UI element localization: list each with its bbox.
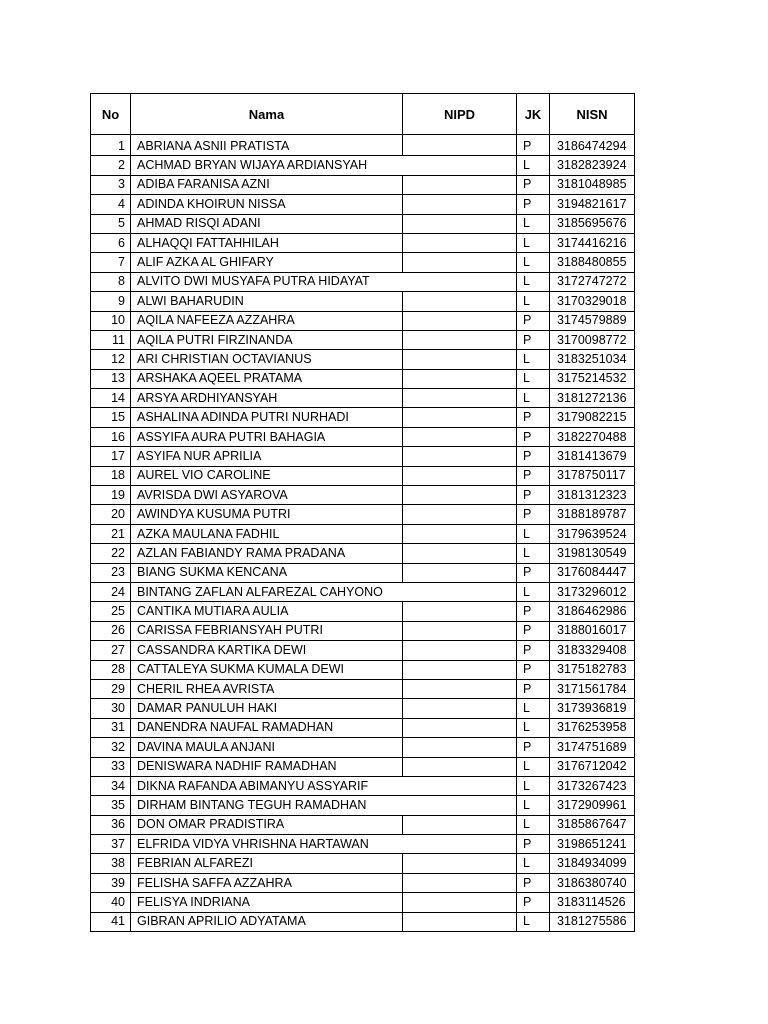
table-header-row — [91, 94, 635, 135]
cell-jk: L — [517, 292, 550, 311]
table-row — [91, 641, 635, 660]
table-row — [91, 272, 635, 291]
cell-nama: AZLAN FABIANDY RAMA PRADANA — [131, 544, 403, 563]
cell-no: 40 — [91, 893, 131, 912]
cell-no: 25 — [91, 602, 131, 621]
cell-nama: ALVITO DWI MUSYAFA PUTRA HIDAYAT — [131, 272, 403, 291]
cell-nipd — [403, 893, 517, 912]
cell-nama: ARI CHRISTIAN OCTAVIANUS — [131, 350, 403, 369]
cell-nisn: 3198130549 — [550, 544, 635, 563]
table-row — [91, 524, 635, 543]
cell-nisn: 3181275586 — [550, 912, 635, 931]
cell-nisn: 3183329408 — [550, 641, 635, 660]
cell-nisn: 3183251034 — [550, 350, 635, 369]
cell-jk: L — [517, 272, 550, 291]
table-row — [91, 135, 635, 156]
cell-nisn: 3172909961 — [550, 796, 635, 815]
cell-nipd — [403, 195, 517, 214]
table-row — [91, 854, 635, 873]
table-row — [91, 815, 635, 834]
cell-jk: P — [517, 486, 550, 505]
cell-nipd — [403, 408, 517, 427]
header-nisn: NISN — [550, 94, 635, 135]
cell-nisn: 3184934099 — [550, 854, 635, 873]
cell-nama: ALIF AZKA AL GHIFARY — [131, 253, 403, 272]
student-table — [90, 93, 635, 932]
table-row — [91, 796, 635, 815]
cell-nipd — [403, 776, 517, 795]
cell-nisn: 3198651241 — [550, 835, 635, 854]
table-row — [91, 486, 635, 505]
cell-no: 34 — [91, 776, 131, 795]
table-row — [91, 776, 635, 795]
table-row — [91, 835, 635, 854]
cell-no: 1 — [91, 135, 131, 156]
table-row — [91, 466, 635, 485]
table-row — [91, 563, 635, 582]
cell-nama: FEBRIAN ALFAREZI — [131, 854, 403, 873]
cell-nama: AQILA PUTRI FIRZINANDA — [131, 330, 403, 349]
cell-jk: L — [517, 699, 550, 718]
cell-nama: ASSYIFA AURA PUTRI BAHAGIA — [131, 427, 403, 446]
cell-nisn: 3181272136 — [550, 389, 635, 408]
cell-nama: AVRISDA DWI ASYAROVA — [131, 486, 403, 505]
cell-nipd — [403, 641, 517, 660]
table-row — [91, 427, 635, 446]
cell-jk: P — [517, 466, 550, 485]
cell-no: 10 — [91, 311, 131, 330]
cell-nipd — [403, 873, 517, 892]
table-row — [91, 195, 635, 214]
table-row — [91, 233, 635, 252]
cell-nama: AQILA NAFEEZA AZZAHRA — [131, 311, 403, 330]
cell-nisn: 3188016017 — [550, 621, 635, 640]
cell-no: 41 — [91, 912, 131, 931]
cell-no: 15 — [91, 408, 131, 427]
cell-nisn: 3173936819 — [550, 699, 635, 718]
cell-nipd — [403, 660, 517, 679]
table-row — [91, 912, 635, 931]
cell-nisn: 3183114526 — [550, 893, 635, 912]
cell-nama: AHMAD RISQI ADANI — [131, 214, 403, 233]
cell-nama: DENISWARA NADHIF RAMADHAN — [131, 757, 403, 776]
table-row — [91, 621, 635, 640]
table-row — [91, 582, 635, 601]
header-nipd: NIPD — [403, 94, 517, 135]
cell-nipd — [403, 912, 517, 931]
cell-nipd — [403, 447, 517, 466]
cell-no: 24 — [91, 582, 131, 601]
cell-jk: P — [517, 621, 550, 640]
cell-nisn: 3173267423 — [550, 776, 635, 795]
cell-nama: FELISHA SAFFA AZZAHRA — [131, 873, 403, 892]
cell-nisn: 3175214532 — [550, 369, 635, 388]
cell-nama: ARSHAKA AQEEL PRATAMA — [131, 369, 403, 388]
cell-no: 30 — [91, 699, 131, 718]
cell-jk: P — [517, 835, 550, 854]
cell-nipd — [403, 563, 517, 582]
cell-nama: BIANG SUKMA KENCANA — [131, 563, 403, 582]
cell-jk: L — [517, 776, 550, 795]
table-row — [91, 873, 635, 892]
cell-nipd — [403, 330, 517, 349]
table-row — [91, 757, 635, 776]
cell-jk: P — [517, 602, 550, 621]
cell-nama: GIBRAN APRILIO ADYATAMA — [131, 912, 403, 931]
cell-no: 31 — [91, 718, 131, 737]
cell-nipd — [403, 738, 517, 757]
cell-jk: P — [517, 505, 550, 524]
cell-nipd — [403, 233, 517, 252]
header-nama: Nama — [131, 94, 403, 135]
cell-jk: P — [517, 873, 550, 892]
cell-jk: L — [517, 214, 550, 233]
cell-nipd — [403, 350, 517, 369]
cell-nisn: 3181413679 — [550, 447, 635, 466]
cell-jk: L — [517, 350, 550, 369]
cell-nisn: 3186380740 — [550, 873, 635, 892]
cell-jk: P — [517, 660, 550, 679]
cell-nisn: 3179639524 — [550, 524, 635, 543]
cell-nama: AUREL VIO CAROLINE — [131, 466, 403, 485]
table-row — [91, 699, 635, 718]
cell-nama: ARSYA ARDHIYANSYAH — [131, 389, 403, 408]
cell-nama: CHERIL RHEA AVRISTA — [131, 679, 403, 698]
cell-no: 14 — [91, 389, 131, 408]
table-row — [91, 214, 635, 233]
cell-nisn: 3182270488 — [550, 427, 635, 446]
table-row — [91, 602, 635, 621]
cell-no: 2 — [91, 156, 131, 175]
cell-nisn: 3174751689 — [550, 738, 635, 757]
cell-no: 35 — [91, 796, 131, 815]
cell-nipd — [403, 718, 517, 737]
table-row — [91, 505, 635, 524]
cell-nisn: 3194821617 — [550, 195, 635, 214]
cell-no: 22 — [91, 544, 131, 563]
cell-nisn: 3170329018 — [550, 292, 635, 311]
cell-nisn: 3186474294 — [550, 135, 635, 156]
cell-jk: P — [517, 563, 550, 582]
cell-no: 26 — [91, 621, 131, 640]
cell-jk: L — [517, 544, 550, 563]
cell-nama: DIKNA RAFANDA ABIMANYU ASSYARIF — [131, 776, 403, 795]
cell-nisn: 3175182783 — [550, 660, 635, 679]
cell-nisn: 3178750117 — [550, 466, 635, 485]
cell-nama: ADINDA KHOIRUN NISSA — [131, 195, 403, 214]
cell-nipd — [403, 757, 517, 776]
cell-no: 17 — [91, 447, 131, 466]
cell-nipd — [403, 815, 517, 834]
cell-nama: ALHAQQI FATTAHHILAH — [131, 233, 403, 252]
cell-nipd — [403, 679, 517, 698]
cell-nipd — [403, 175, 517, 194]
cell-nipd — [403, 369, 517, 388]
cell-jk: L — [517, 718, 550, 737]
cell-nama: ASHALINA ADINDA PUTRI NURHADI — [131, 408, 403, 427]
table-row — [91, 175, 635, 194]
cell-nisn: 3188480855 — [550, 253, 635, 272]
cell-nisn: 3171561784 — [550, 679, 635, 698]
cell-nisn: 3176253958 — [550, 718, 635, 737]
cell-nipd — [403, 854, 517, 873]
table-row — [91, 311, 635, 330]
cell-jk: L — [517, 912, 550, 931]
cell-nipd — [403, 524, 517, 543]
cell-nipd — [403, 311, 517, 330]
cell-nama: ASYIFA NUR APRILIA — [131, 447, 403, 466]
cell-jk: P — [517, 427, 550, 446]
cell-jk: L — [517, 582, 550, 601]
cell-nipd — [403, 427, 517, 446]
cell-jk: L — [517, 854, 550, 873]
cell-no: 27 — [91, 641, 131, 660]
cell-nama: AWINDYA KUSUMA PUTRI — [131, 505, 403, 524]
cell-nisn: 3188189787 — [550, 505, 635, 524]
cell-no: 33 — [91, 757, 131, 776]
cell-nama: ALWI BAHARUDIN — [131, 292, 403, 311]
cell-no: 3 — [91, 175, 131, 194]
table-row — [91, 718, 635, 737]
cell-nisn: 3172747272 — [550, 272, 635, 291]
cell-no: 16 — [91, 427, 131, 446]
header-no: No — [91, 94, 131, 135]
cell-no: 13 — [91, 369, 131, 388]
cell-no: 39 — [91, 873, 131, 892]
table-row — [91, 253, 635, 272]
cell-nisn: 3170098772 — [550, 330, 635, 349]
cell-no: 28 — [91, 660, 131, 679]
table-body — [91, 135, 635, 932]
cell-nisn: 3176712042 — [550, 757, 635, 776]
table-row — [91, 389, 635, 408]
table-row — [91, 330, 635, 349]
cell-nipd — [403, 835, 517, 854]
cell-nisn: 3185867647 — [550, 815, 635, 834]
cell-no: 20 — [91, 505, 131, 524]
cell-nama: BINTANG ZAFLAN ALFAREZAL CAHYONO — [131, 582, 403, 601]
table-row — [91, 350, 635, 369]
cell-nipd — [403, 505, 517, 524]
cell-nipd — [403, 292, 517, 311]
cell-nipd — [403, 253, 517, 272]
cell-jk: L — [517, 524, 550, 543]
cell-nisn: 3181312323 — [550, 486, 635, 505]
cell-nama: DAMAR PANULUH HAKI — [131, 699, 403, 718]
cell-nipd — [403, 544, 517, 563]
table-row — [91, 660, 635, 679]
cell-nama: AZKA MAULANA FADHIL — [131, 524, 403, 543]
cell-jk: P — [517, 135, 550, 156]
cell-nama: DON OMAR PRADISTIRA — [131, 815, 403, 834]
cell-jk: P — [517, 195, 550, 214]
cell-nipd — [403, 796, 517, 815]
table-row — [91, 544, 635, 563]
table-row — [91, 156, 635, 175]
cell-nipd — [403, 621, 517, 640]
cell-no: 37 — [91, 835, 131, 854]
cell-nipd — [403, 466, 517, 485]
cell-no: 4 — [91, 195, 131, 214]
cell-no: 12 — [91, 350, 131, 369]
cell-nisn: 3182823924 — [550, 156, 635, 175]
cell-nipd — [403, 582, 517, 601]
cell-nisn: 3181048985 — [550, 175, 635, 194]
cell-jk: P — [517, 679, 550, 698]
cell-no: 18 — [91, 466, 131, 485]
cell-no: 8 — [91, 272, 131, 291]
table-row — [91, 738, 635, 757]
cell-jk: L — [517, 156, 550, 175]
cell-nisn: 3185695676 — [550, 214, 635, 233]
cell-jk: P — [517, 738, 550, 757]
cell-no: 32 — [91, 738, 131, 757]
cell-nama: ELFRIDA VIDYA VHRISHNA HARTAWAN — [131, 835, 403, 854]
cell-nipd — [403, 486, 517, 505]
cell-no: 11 — [91, 330, 131, 349]
cell-nisn: 3174579889 — [550, 311, 635, 330]
cell-no: 6 — [91, 233, 131, 252]
cell-nipd — [403, 272, 517, 291]
cell-nisn: 3179082215 — [550, 408, 635, 427]
cell-no: 5 — [91, 214, 131, 233]
cell-jk: L — [517, 389, 550, 408]
cell-nama: CATTALEYA SUKMA KUMALA DEWI — [131, 660, 403, 679]
cell-nama: FELISYA INDRIANA — [131, 893, 403, 912]
table-row — [91, 679, 635, 698]
table-row — [91, 408, 635, 427]
cell-nisn: 3176084447 — [550, 563, 635, 582]
cell-nama: CARISSA FEBRIANSYAH PUTRI — [131, 621, 403, 640]
cell-nama: DAVINA MAULA ANJANI — [131, 738, 403, 757]
cell-nama: ABRIANA ASNII PRATISTA — [131, 135, 403, 156]
cell-nama: CANTIKA MUTIARA AULIA — [131, 602, 403, 621]
cell-nipd — [403, 699, 517, 718]
cell-nipd — [403, 214, 517, 233]
cell-nipd — [403, 602, 517, 621]
cell-jk: P — [517, 893, 550, 912]
cell-nipd — [403, 156, 517, 175]
table-row — [91, 447, 635, 466]
cell-no: 38 — [91, 854, 131, 873]
cell-no: 21 — [91, 524, 131, 543]
cell-nisn: 3173296012 — [550, 582, 635, 601]
table-row — [91, 292, 635, 311]
cell-jk: P — [517, 408, 550, 427]
cell-nipd — [403, 135, 517, 156]
cell-jk: P — [517, 311, 550, 330]
cell-nama: DIRHAM BINTANG TEGUH RAMADHAN — [131, 796, 403, 815]
cell-jk: P — [517, 447, 550, 466]
cell-nipd — [403, 389, 517, 408]
table-row — [91, 893, 635, 912]
cell-jk: L — [517, 815, 550, 834]
cell-jk: L — [517, 757, 550, 776]
cell-jk: P — [517, 330, 550, 349]
cell-nisn: 3186462986 — [550, 602, 635, 621]
cell-no: 36 — [91, 815, 131, 834]
header-jk: JK — [517, 94, 550, 135]
cell-nama: CASSANDRA KARTIKA DEWI — [131, 641, 403, 660]
cell-jk: L — [517, 369, 550, 388]
cell-jk: L — [517, 796, 550, 815]
cell-jk: P — [517, 641, 550, 660]
cell-jk: L — [517, 233, 550, 252]
cell-no: 9 — [91, 292, 131, 311]
cell-nisn: 3174416216 — [550, 233, 635, 252]
cell-no: 23 — [91, 563, 131, 582]
cell-no: 7 — [91, 253, 131, 272]
table-row — [91, 369, 635, 388]
cell-jk: P — [517, 175, 550, 194]
cell-jk: L — [517, 253, 550, 272]
cell-no: 19 — [91, 486, 131, 505]
cell-nama: ACHMAD BRYAN WIJAYA ARDIANSYAH — [131, 156, 403, 175]
cell-no: 29 — [91, 679, 131, 698]
cell-nama: DANENDRA NAUFAL RAMADHAN — [131, 718, 403, 737]
cell-nama: ADIBA FARANISA AZNI — [131, 175, 403, 194]
